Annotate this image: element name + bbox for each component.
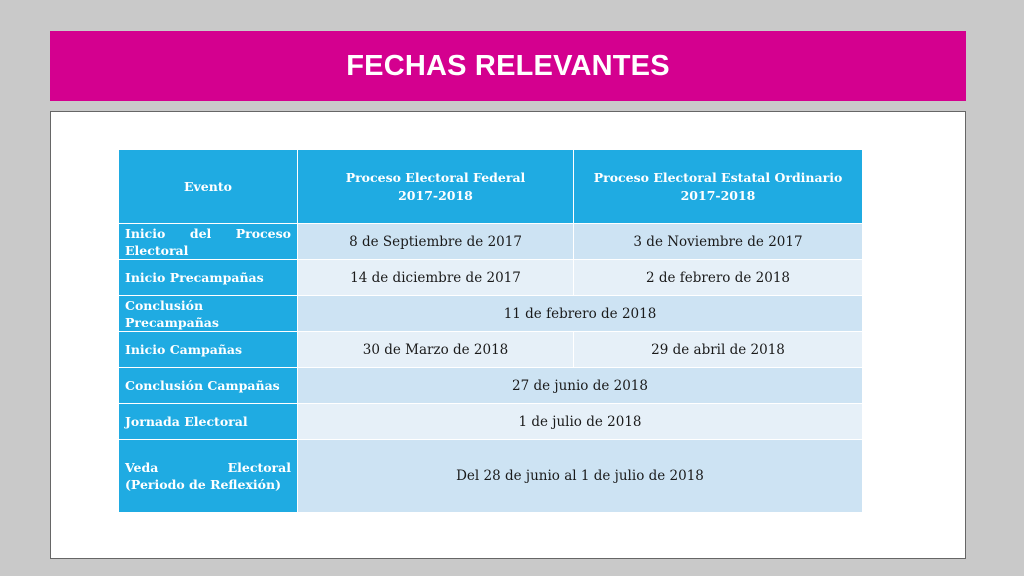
header-estatal-line1: Proceso Electoral Estatal Ordinario bbox=[593, 169, 843, 185]
row-event: Conclusión Campañas bbox=[119, 368, 298, 404]
table-row bbox=[119, 404, 863, 440]
row-event: Jornada Electoral bbox=[119, 404, 298, 440]
table-row bbox=[119, 368, 863, 404]
row-event-line1: Conclusión bbox=[125, 297, 204, 313]
title-banner bbox=[50, 31, 966, 101]
row-event bbox=[119, 440, 298, 513]
row-event-line2: Electoral bbox=[125, 242, 189, 258]
row-event-line2: (Periodo de Reflexión) bbox=[125, 477, 281, 492]
header-evento: Evento bbox=[119, 150, 298, 224]
table-row bbox=[119, 332, 863, 368]
dates-table bbox=[118, 149, 863, 513]
header-federal bbox=[298, 150, 574, 224]
table-row bbox=[119, 260, 863, 296]
row-combined-date: 1 de julio de 2018 bbox=[298, 404, 863, 440]
row-event-line1: Inicio del Proceso bbox=[125, 225, 291, 241]
table-row bbox=[119, 224, 863, 260]
row-event-line1: Veda Electoral bbox=[125, 460, 291, 475]
row-event: Inicio Campañas bbox=[119, 332, 298, 368]
row-event bbox=[119, 296, 298, 332]
row-combined-date: 11 de febrero de 2018 bbox=[298, 296, 863, 332]
content-panel bbox=[50, 111, 966, 559]
header-estatal bbox=[574, 150, 863, 224]
header-federal-line1: Proceso Electoral Federal bbox=[345, 169, 526, 185]
header-federal-line2: 2017-2018 bbox=[398, 187, 473, 203]
page-title: FECHAS RELEVANTES bbox=[346, 49, 670, 82]
row-federal-date: 8 de Septiembre de 2017 bbox=[298, 224, 574, 260]
row-event-line2: Precampañas bbox=[125, 314, 219, 330]
table-header-row bbox=[119, 150, 863, 224]
row-event: Inicio Precampañas bbox=[119, 260, 298, 296]
table-row bbox=[119, 440, 863, 513]
row-estatal-date: 29 de abril de 2018 bbox=[574, 332, 863, 368]
row-combined-date: 27 de junio de 2018 bbox=[298, 368, 863, 404]
row-combined-date: Del 28 de junio al 1 de julio de 2018 bbox=[298, 440, 863, 513]
row-federal-date: 14 de diciembre de 2017 bbox=[298, 260, 574, 296]
row-federal-date: 30 de Marzo de 2018 bbox=[298, 332, 574, 368]
row-event bbox=[119, 224, 298, 260]
row-estatal-date: 3 de Noviembre de 2017 bbox=[574, 224, 863, 260]
row-estatal-date: 2 de febrero de 2018 bbox=[574, 260, 863, 296]
table-row bbox=[119, 296, 863, 332]
header-estatal-line2: 2017-2018 bbox=[680, 187, 756, 203]
